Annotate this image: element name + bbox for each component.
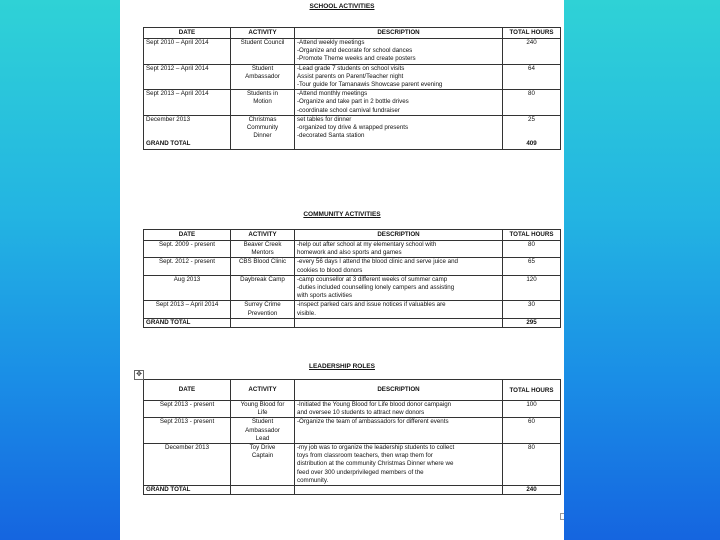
grand-total-value: 240 (503, 486, 561, 495)
row-hours: 65 (503, 258, 561, 275)
row-description: -every 56 days I attend the blood clinic and serve juice and cookies to blood donors (295, 258, 503, 275)
row-activity: Christmas Community Dinner (231, 115, 295, 149)
row-activity: Students in Motion (231, 90, 295, 116)
row-activity: Young Blood for Life (231, 401, 295, 418)
table-row (144, 401, 561, 418)
row-date: December 2013 GRAND TOTAL (144, 115, 231, 149)
row-description: -camp counsellor at 3 different weeks of summer camp -duties included counselling lonely campers and assisting with sports activities (295, 275, 503, 301)
grand-total-label: GRAND TOTAL (146, 140, 191, 148)
community-activities-title: COMMUNITY ACTIVITIES (303, 211, 381, 218)
table-header-row (144, 28, 561, 39)
row-date: Sept 2013 – April 2014 (144, 90, 231, 116)
row-date: Sept 2013 – April 2014 (144, 301, 231, 318)
document-page (120, 0, 564, 540)
row-activity: CBS Blood Clinic (231, 258, 295, 275)
row-description: -inspect parked cars and issue notices if valuables are visible. (295, 301, 503, 318)
header-total-hours: TOTAL HOURS (503, 380, 561, 401)
table-row (144, 241, 561, 258)
row-hours: 80 (503, 90, 561, 116)
header-date: DATE (144, 380, 231, 401)
row-date: Sept 2010 – April 2014 (144, 39, 231, 65)
leadership-roles-title: LEADERSHIP ROLES (309, 363, 375, 370)
table-row (144, 444, 561, 486)
move-handle-icon[interactable]: ✥ (134, 370, 144, 380)
header-total-hours: TOTAL HOURS (503, 28, 561, 39)
row-date: Sept. 2012 - present (144, 258, 231, 275)
row-activity: Student Ambassador Lead (231, 418, 295, 444)
row-date: Sept. 2009 - present (144, 241, 231, 258)
community-activities-table (143, 229, 561, 328)
table-row (144, 418, 561, 444)
table-header-row (144, 380, 561, 401)
row-description: set tables for dinner -organized toy drive & wrapped presents -decorated Santa station (295, 115, 503, 149)
row-activity: Surrey Crime Prevention (231, 301, 295, 318)
table-row (144, 90, 561, 116)
grand-total-value: 295 (503, 318, 561, 327)
row-activity: Daybreak Camp (231, 275, 295, 301)
table-row (144, 301, 561, 318)
school-activities-table (143, 27, 561, 150)
grand-total-value: 409 (526, 140, 537, 148)
paragraph-end-marker (560, 513, 564, 520)
grand-total-label: GRAND TOTAL (144, 486, 231, 495)
leadership-roles-table (143, 379, 561, 495)
row-date: December 2013 (144, 444, 231, 486)
header-date: DATE (144, 28, 231, 39)
row-date: Sept 2012 – April 2014 (144, 64, 231, 90)
row-hours: 30 (503, 301, 561, 318)
row-hours: 80 (503, 241, 561, 258)
grand-total-row (144, 318, 561, 327)
row-activity: Student Council (231, 39, 295, 65)
table-row (144, 39, 561, 65)
table-header-row (144, 230, 561, 241)
table-row (144, 115, 561, 149)
row-hours: 25 409 (503, 115, 561, 149)
row-hours: 80 (503, 444, 561, 486)
header-activity: ACTIVITY (231, 28, 295, 39)
table-row (144, 64, 561, 90)
row-hours: 64 (503, 64, 561, 90)
header-description: DESCRIPTION (295, 28, 503, 39)
grand-total-row (144, 486, 561, 495)
row-description: -Attend monthly meetings -Organize and take part in 2 bottle drives -coordinate school carnival fundraiser (295, 90, 503, 116)
row-description: -Initiated the Young Blood for Life blood donor campaign and oversee 10 students to attract new donors (295, 401, 503, 418)
row-activity: Student Ambassador (231, 64, 295, 90)
row-description: -Organize the team of ambassadors for different events (295, 418, 503, 444)
row-description: -help out after school at my elementary school with homework and also sports and games (295, 241, 503, 258)
table-row (144, 258, 561, 275)
row-description: -Lead grade 7 students on school visits Assist parents on Parent/Teacher night -Tour guide for Tamanawis Showcase parent evening (295, 64, 503, 90)
row-activity: Beaver Creek Mentors (231, 241, 295, 258)
row-description: -Attend weekly meetings -Organize and decorate for school dances -Promote Theme weeks and create posters (295, 39, 503, 65)
row-date: Sept 2013 - present (144, 418, 231, 444)
grand-total-label: GRAND TOTAL (144, 318, 231, 327)
row-hours: 240 (503, 39, 561, 65)
row-hours: 60 (503, 418, 561, 444)
header-total-hours: TOTAL HOURS (503, 230, 561, 241)
header-date: DATE (144, 230, 231, 241)
header-activity: ACTIVITY (231, 380, 295, 401)
row-date: Sept 2013 - present (144, 401, 231, 418)
header-description: DESCRIPTION (295, 230, 503, 241)
row-hours: 100 (503, 401, 561, 418)
row-hours: 120 (503, 275, 561, 301)
row-activity: Toy Drive Captain (231, 444, 295, 486)
table-row (144, 275, 561, 301)
row-date: Aug 2013 (144, 275, 231, 301)
header-activity: ACTIVITY (231, 230, 295, 241)
row-description: -my job was to organize the leadership students to collect toys from classroom teachers, then wrap them for distribution at the community Christmas Dinner where we feed over 300 underprivileged members of the community. (295, 444, 503, 486)
school-activities-title: SCHOOL ACTIVITIES (309, 3, 375, 10)
header-description: DESCRIPTION (295, 380, 503, 401)
